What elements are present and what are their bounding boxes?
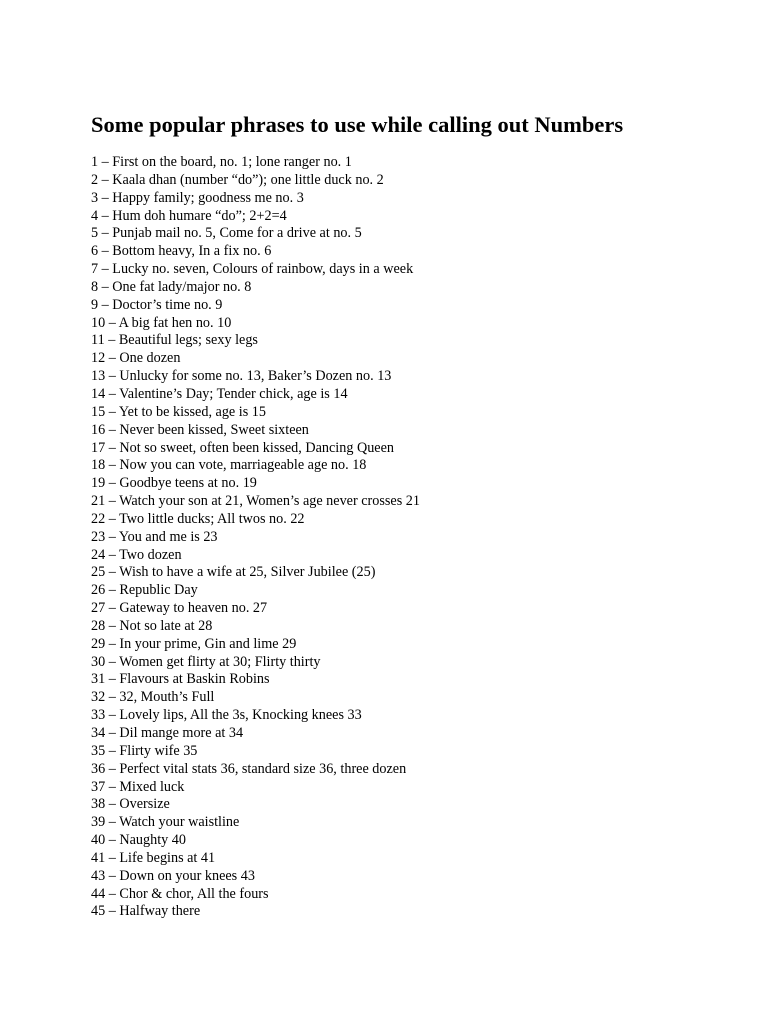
list-item: 31 – Flavours at Baskin Robins xyxy=(91,671,270,688)
list-item: 11 – Beautiful legs; sexy legs xyxy=(91,332,258,349)
list-item: 6 – Bottom heavy, In a fix no. 6 xyxy=(91,243,272,260)
list-item: 21 – Watch your son at 21, Women’s age never crosses 21 xyxy=(91,493,420,510)
list-item: 8 – One fat lady/major no. 8 xyxy=(91,278,252,295)
list-item: 14 – Valentine’s Day; Tender chick, age is 14 xyxy=(91,385,348,402)
list-item: 43 – Down on your knees 43 xyxy=(91,867,255,884)
list-item: 26 – Republic Day xyxy=(91,582,198,599)
list-item: 4 – Hum doh humare “do”; 2+2=4 xyxy=(91,207,287,224)
list-item: 41 – Life begins at 41 xyxy=(91,849,216,866)
list-item: 22 – Two little ducks; All twos no. 22 xyxy=(91,510,305,527)
list-item: 19 – Goodbye teens at no. 19 xyxy=(91,475,257,492)
list-item: 25 – Wish to have a wife at 25, Silver Jubilee (25) xyxy=(91,564,376,581)
list-item: 15 – Yet to be kissed, age is 15 xyxy=(91,403,266,420)
phrase-list xyxy=(91,154,420,921)
list-item: 39 – Watch your waistline xyxy=(91,814,240,831)
list-item: 24 – Two dozen xyxy=(91,546,182,563)
list-item: 33 – Lovely lips, All the 3s, Knocking knees 33 xyxy=(91,707,362,724)
list-item: 9 – Doctor’s time no. 9 xyxy=(91,296,223,313)
list-item: 38 – Oversize xyxy=(91,796,170,813)
list-item: 45 – Halfway there xyxy=(91,903,201,920)
list-item: 28 – Not so late at 28 xyxy=(91,617,213,634)
list-item: 30 – Women get flirty at 30; Flirty thirty xyxy=(91,653,321,670)
list-item: 7 – Lucky no. seven, Colours of rainbow, days in a week xyxy=(91,261,414,278)
list-item: 12 – One dozen xyxy=(91,350,181,367)
list-item: 1 – First on the board, no. 1; lone ranger no. 1 xyxy=(91,154,352,170)
page-title: Some popular phrases to use while calling out Numbers xyxy=(91,112,624,137)
list-item: 34 – Dil mange more at 34 xyxy=(91,725,244,741)
list-item: 29 – In your prime, Gin and lime 29 xyxy=(91,635,297,652)
list-item: 3 – Happy family; goodness me no. 3 xyxy=(91,189,304,206)
list-item: 36 – Perfect vital stats 36, standard size 36, three dozen xyxy=(91,760,407,777)
list-item: 2 – Kaala dhan (number “do”); one little duck no. 2 xyxy=(91,171,384,188)
list-item: 10 – A big fat hen no. 10 xyxy=(91,314,232,331)
list-item: 40 – Naughty 40 xyxy=(91,832,186,849)
list-item: 18 – Now you can vote, marriageable age no. 18 xyxy=(91,457,367,474)
list-item: 17 – Not so sweet, often been kissed, Dancing Queen xyxy=(91,439,394,456)
list-item: 35 – Flirty wife 35 xyxy=(91,742,198,759)
list-item: 37 – Mixed luck xyxy=(91,778,185,795)
list-item: 27 – Gateway to heaven no. 27 xyxy=(91,600,268,617)
list-item: 13 – Unlucky for some no. 13, Baker’s Dozen no. 13 xyxy=(91,368,392,385)
list-item: 5 – Punjab mail no. 5, Come for a drive at no. 5 xyxy=(91,225,362,242)
list-item: 16 – Never been kissed, Sweet sixteen xyxy=(91,421,309,438)
list-item: 32 – 32, Mouth’s Full xyxy=(91,689,215,706)
list-item: 23 – You and me is 23 xyxy=(91,528,218,545)
list-item: 44 – Chor & chor, All the fours xyxy=(91,885,269,902)
